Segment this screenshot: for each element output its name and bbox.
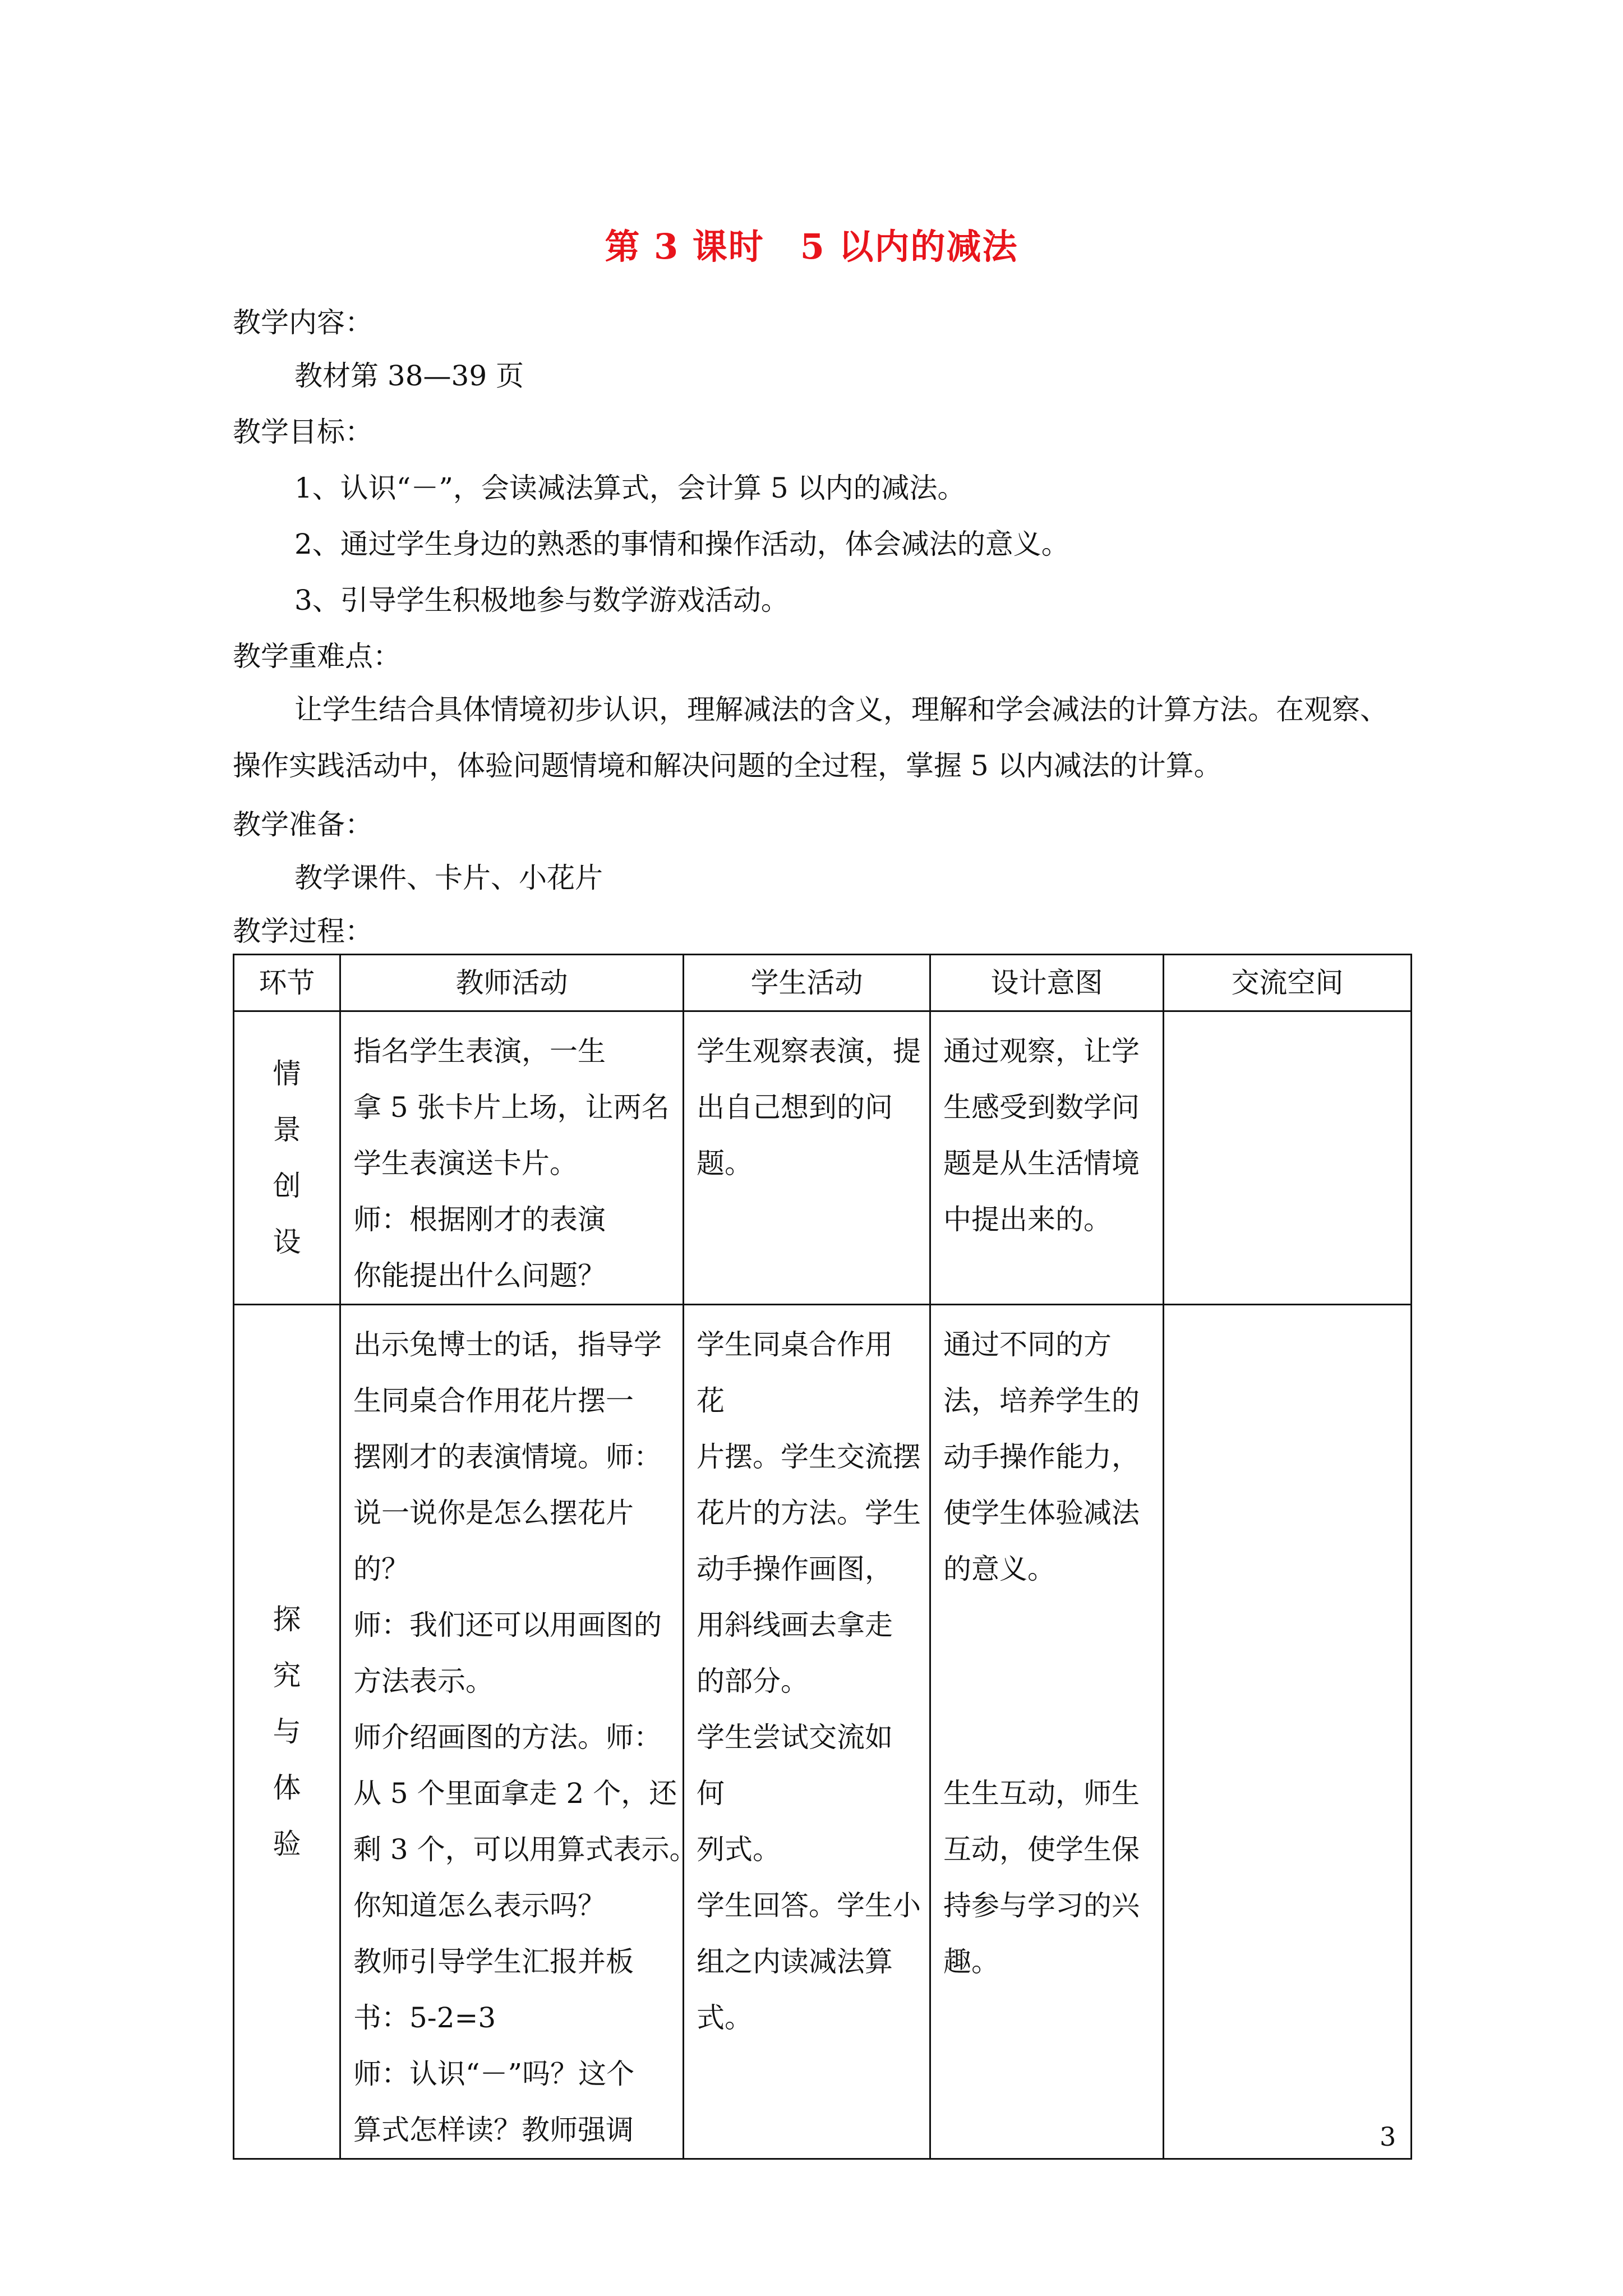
stage-cell: 探 究 与 体 验 xyxy=(234,1305,340,2159)
exchange-space-cell xyxy=(1164,1305,1412,2159)
prep-text: 教学课件、卡片、小花片 xyxy=(294,862,603,894)
process-heading: 教学过程： xyxy=(233,915,373,947)
key-heading: 教学重难点： xyxy=(233,640,401,673)
design-intent-cell: 通过观察，让学 生感受到数学问 题是从生活情境 中提出来的。 xyxy=(930,1011,1164,1305)
header-space: 交流空间 xyxy=(1164,955,1412,1011)
process-table xyxy=(233,954,1412,2160)
teacher-activity-cell: 出示兔博士的话，指导学 生同桌合作用花片摆一 摆刚才的表演情境。师： 说一说你是怎么摆花片 的？ 师：我们还可以用画图的 方法表示。 师介绍画图的方法。师： 从 5 个里面拿走 2 个，还 剩 3 个，可以用算式表示。 你知道怎么表示吗？ 教师引导学生汇报并板 书：5-2=3 师：认识“－”吗？这个 算式怎样读？教师强调 xyxy=(340,1305,684,2159)
prep-heading: 教学准备： xyxy=(233,808,373,841)
exchange-space-cell xyxy=(1164,1011,1412,1305)
header-teacher: 教师活动 xyxy=(340,955,684,1011)
goal-item: 3、引导学生积极地参与数学游戏活动。 xyxy=(294,584,789,616)
header-student: 学生活动 xyxy=(684,955,930,1011)
key-text: 让学生结合具体情境初步认识，理解减法的含义，理解和学会减法的计算方法。在观察、操作实践活动中，体验问题情境和解决问题的全过程，掌握 5 以内减法的计算。 xyxy=(233,693,1388,782)
stage-cell: 情 景 创 设 xyxy=(234,1011,340,1305)
goal-item: 2、通过学生身边的熟悉的事情和操作活动，体会减法的意义。 xyxy=(294,528,1069,560)
header-intent: 设计意图 xyxy=(930,955,1164,1011)
goals-heading: 教学目标： xyxy=(233,416,373,448)
table-row xyxy=(234,1011,1412,1305)
goal-item: 1、认识“－”，会读减法算式，会计算 5 以内的减法。 xyxy=(294,472,966,504)
teacher-activity-cell: 指名学生表演，一生 拿 5 张卡片上场，让两名 学生表演送卡片。 师：根据刚才的表演 你能提出什么问题？ xyxy=(340,1011,684,1305)
page-number: 3 xyxy=(1380,2122,1396,2152)
content-heading: 教学内容： xyxy=(233,306,373,339)
page-title: 第 3 课时 5 以内的减法 xyxy=(605,226,1018,267)
table-row xyxy=(234,1305,1412,2159)
design-intent-cell: 通过不同的方 法，培养学生的 动手操作能力， 使学生体验减法 的意义。 生生互动，师生 互动，使学生保 持参与学习的兴 趣。 xyxy=(930,1305,1164,2159)
student-activity-cell: 学生同桌合作用 花 片摆。学生交流摆 花片的方法。学生 动手操作画图， 用斜线画去拿走 的部分。 学生尝试交流如 何 列式。 学生回答。学生小 组之内读减法算 式。 xyxy=(684,1305,930,2159)
student-activity-cell: 学生观察表演，提 出自己想到的问 题。 xyxy=(684,1011,930,1305)
content-text: 教材第 38—39 页 xyxy=(294,360,524,392)
table-header-row xyxy=(234,955,1412,1011)
header-stage: 环节 xyxy=(234,955,340,1011)
